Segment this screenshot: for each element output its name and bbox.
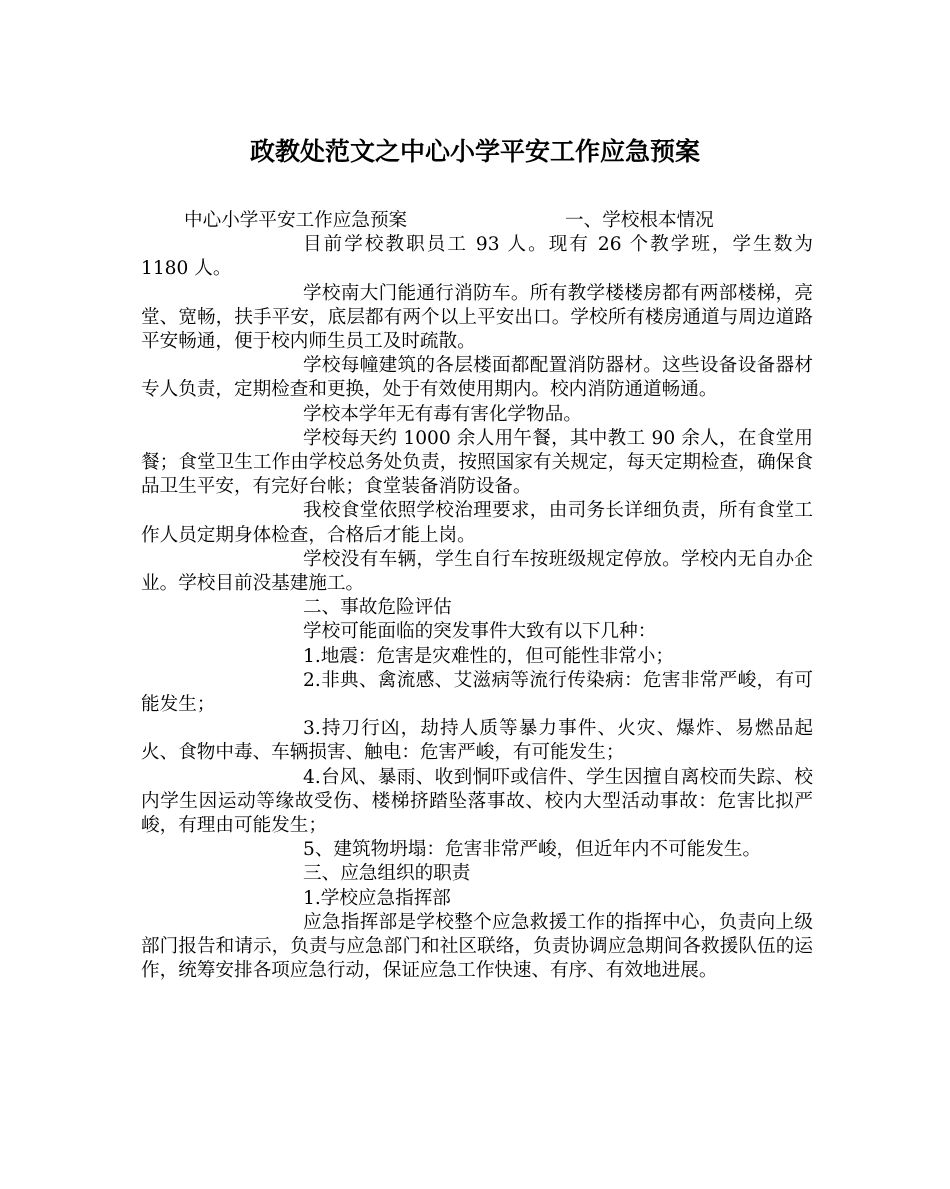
paragraph-chemicals: 学校本学年无有毒有害化学物品。 xyxy=(303,403,582,425)
plan-name-heading: 中心小学平安工作应急预案 xyxy=(184,210,408,231)
list-item-weather-accidents: 4.台风、暴雨、收到恫吓或信件、学生因擅自离校而失踪、校内学生因运动等缘故受伤、楼梯挤踏坠落事故、校内大型活动事故：危害比拟严峻，有理由可能发生； xyxy=(141,766,813,837)
list-item-earthquake: 1.地震：危害是灾难性的，但可能性非常小； xyxy=(303,645,675,667)
paragraph-risk-intro: 学校可能面临的突发事件大致有以下几种： xyxy=(303,621,657,643)
list-item-building-collapse: 5、建筑物坍塌：危害非常严峻，但近年内不可能发生。 xyxy=(303,839,762,861)
document-body xyxy=(141,209,813,983)
paragraph-command-duties: 应急指挥部是学校整个应急救援工作的指挥中心，负责向上级部门报告和请示，负责与应急部门和社区联络，负责协调应急期间各救援队伍的运作，统筹安排各项应急行动，保证应急工作快速、有序、有效地进展。 xyxy=(141,911,813,982)
list-item-epidemic: 2.非典、禽流感、艾滋病等流行传染病：危害非常严峻，有可能发生； xyxy=(141,669,813,716)
paragraph-canteen-staff: 我校食堂依照学校治理要求，由司务长详细负责，所有食堂工作人员定期身体检查，合格后才能上岗。 xyxy=(141,500,813,546)
paragraph-gate-and-stairs: 学校南大门能通行消防车。所有教学楼楼房都有两部楼梯，亮堂、宽畅，扶手平安，底层都有两个以上平安出口。学校所有楼房通道与周边道路平安畅通，便于校内师生员工及时疏散。 xyxy=(141,282,813,352)
subsection-heading-command: 1.学校应急指挥部 xyxy=(303,887,451,909)
list-item-violence-fire: 3.持刀行凶，劫持人质等暴力事件、火灾、爆炸、易燃品起火、食物中毒、车辆损害、触电：危害严峻，有可能发生； xyxy=(141,718,813,764)
paragraph-vehicles: 学校没有车辆，学生自行车按班级规定停放。学校内无自办企业。学校目前没基建施工。 xyxy=(141,548,813,595)
section-heading-responsibilities: 三、应急组织的职责 xyxy=(303,863,471,885)
paragraph-fire-equipment: 学校每幢建筑的各层楼面都配置消防器材。这些设备设备器材专人负责，定期检查和更换，处于有效使用期内。校内消防通道畅通。 xyxy=(141,355,813,401)
section-heading-school-basics: 一、学校根本情况 xyxy=(565,210,714,231)
document-title: 政教处范文之中心小学平安工作应急预案 xyxy=(249,137,700,166)
first-line xyxy=(141,209,813,233)
paragraph-canteen: 学校每天约 1000 余人用午餐，其中教工 90 余人，在食堂用餐；食堂卫生工作由学校总务处负责，按照国家有关规定，每天定期检查，确保食品卫生平安，有完好台帐；食堂装备消防设备。 xyxy=(141,427,813,498)
section-heading-risk-assessment: 二、事故危险评估 xyxy=(303,597,452,619)
paragraph-staff-count: 目前学校教职员工 93 人。现有 26 个教学班，学生数为 1180 人。 xyxy=(141,234,813,280)
